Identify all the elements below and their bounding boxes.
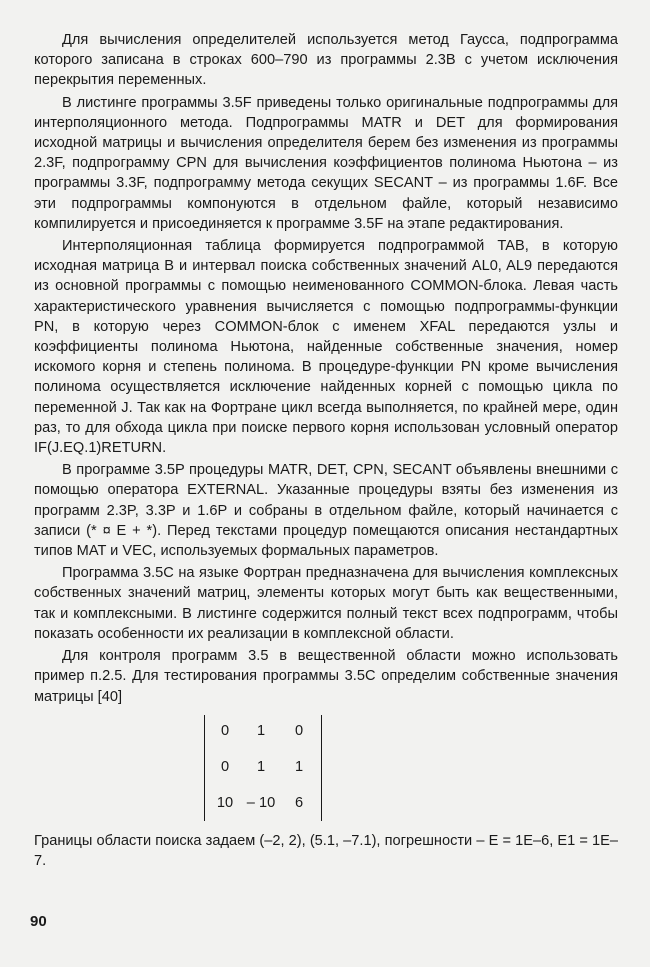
- matrix-cell: 1: [294, 758, 304, 775]
- matrix-cell: 10: [216, 794, 234, 811]
- matrix-cell: 1: [256, 722, 266, 739]
- matrix-cell: 0: [294, 722, 304, 739]
- matrix-cell: 6: [294, 794, 304, 811]
- matrix-cell: – 10: [246, 794, 276, 811]
- page-number: 90: [30, 913, 47, 930]
- paragraph-test-example: Для контроля программ 3.5 в вещественной области можно использовать пример п.2.5. Для тестирования программы 3.5C определим собственные значения матрицы [40]: [34, 648, 618, 705]
- paragraph-search-bounds: Границы области поиска задаем (–2, 2), (5.1, –7.1), погрешности – E = 1E–6, E1 = 1E–7.: [34, 832, 618, 869]
- paragraph-program-3-5c: Программа 3.5C на языке Фортран предназначена для вычисления комплексных собственных значений матриц, элементы которых могут быть как вещественными, так и комплексными. В листинге содержится полный текст всех подпрограмм, чтобы показать особенности их реализации в комплексной области.: [34, 565, 618, 642]
- matrix-cell: 0: [220, 722, 230, 739]
- paragraph-interpolation-table: Интерполяционная таблица формируется подпрограммой TAB, в которую исходная матрица B и интервал поиска собственных значений AL0, AL9 передаются из основной программы с помощью неименованного COMMON-блока. Левая часть характеристического уравнения вычисляется с помощью подпрограммы-функции PN, в которую через COMMON-блок с именем XFAL передаются узлы и коэффициенты полинома Ньютона, найденные собственные значения, номер искомого корня и степень полинома. В процедуре-функции PN кроме вычисления полинома осуществляется исключение найденных корней с помощью цикла по переменной J. Так как на Фортране цикл всегда выполняется, по крайней мере, один раз, то для обхода цикла при поиске первого корня использован условный оператор IF(J.EQ.1)RETURN.: [34, 238, 618, 457]
- paragraph-listing-3-5f: В листинге программы 3.5F приведены только оригинальные подпрограммы для интерполяционного метода. Подпрограммы MATR и DET для формирования исходной матрицы и вычисления определителя берем без изменения из программы 2.3F, подпрограмму CPN для вычисления коэффициентов полинома Ньютона – из программы 3.3F, подпрограмму метода секущих SECANT – из программы 1.6F. Все эти подпрограммы компонуются в отдельном файле, который независимо компилируется и присоединяется к программе 3.5F на этапе редактирования.: [34, 94, 618, 232]
- paragraph-gauss-method: Для вычисления определителей используется метод Гаусса, подпрограмма которого записана в строках 600–790 из программы 2.3B с учетом исключения перекрытия переменных.: [34, 32, 618, 89]
- test-matrix-block: [34, 715, 618, 825]
- matrix-cell: 0: [220, 758, 230, 775]
- matrix-cell: 1: [256, 758, 266, 775]
- test-matrix: [204, 715, 322, 821]
- page-body: [34, 30, 618, 871]
- paragraph-program-3-5p: В программе 3.5P процедуры MATR, DET, CPN, SECANT объявлены внешними с помощью оператора EXTERNAL. Указанные процедуры взяты без изменения из программ 2.3P, 3.3P и 1.6P и собраны в отдельном файле, который начинается с записи (* ¤ E + *). Перед текстами процедур помещаются описания нестандартных типов MAT и VEC, используемых формальных параметров.: [34, 462, 618, 560]
